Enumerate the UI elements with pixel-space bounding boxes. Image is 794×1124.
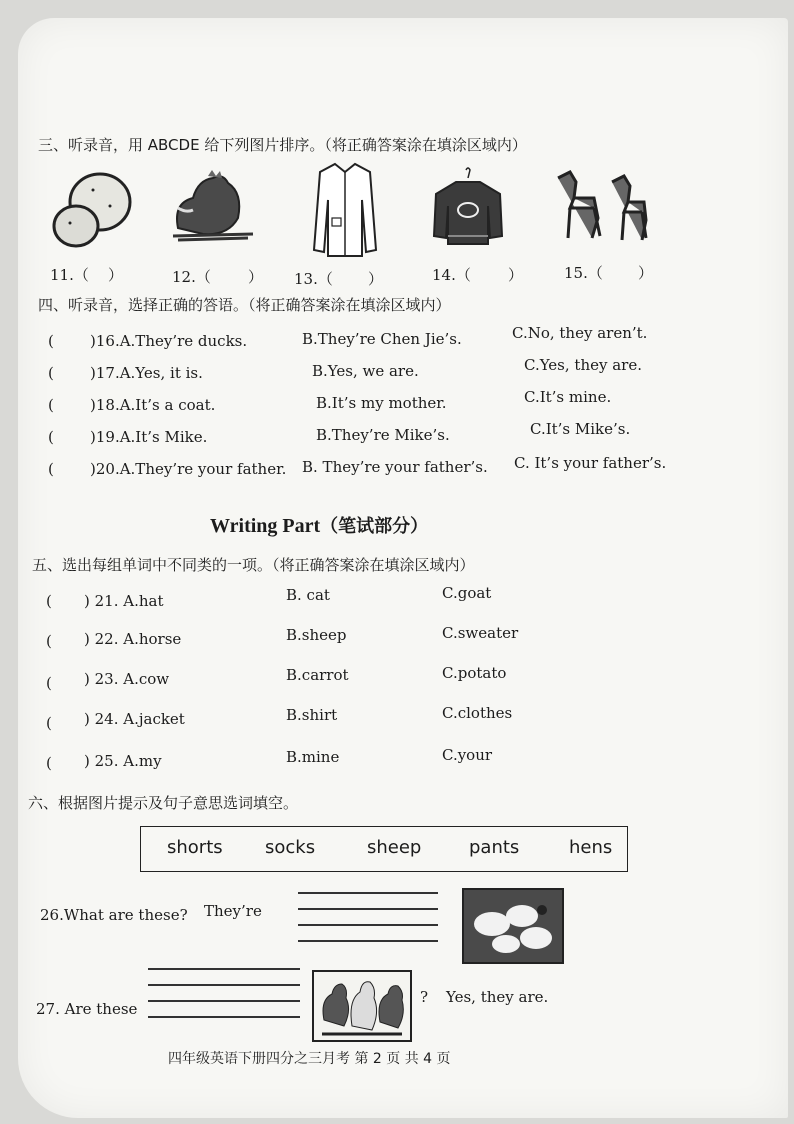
option-a: ) 23. A.cow <box>84 670 170 688</box>
potato-icon <box>48 168 134 250</box>
option-b: B. cat <box>286 586 330 604</box>
q27-answer-line[interactable] <box>148 1000 300 1002</box>
q26-prompt: 26.What are these? <box>40 906 188 924</box>
writing-part-title <box>210 512 428 538</box>
answer-paren[interactable]: ( <box>48 332 54 350</box>
q26-answer-line[interactable] <box>298 892 438 894</box>
section4-heading: 四、听录音，选择正确的答语。（将正确答案涂在填涂区域内） <box>38 296 451 314</box>
section5-heading: 五、选出每组单词中不同类的一项。（将正确答案涂在填涂区域内） <box>32 556 475 574</box>
item-15-close[interactable]: ） <box>638 264 654 282</box>
option-c: C.No, they aren’t. <box>512 324 648 342</box>
item-13-close[interactable]: ） <box>368 270 384 288</box>
answer-paren[interactable]: ( <box>46 592 52 610</box>
word-bank <box>140 826 628 872</box>
q26-answer-line[interactable] <box>298 924 438 926</box>
q27-answer: Yes, they are. <box>446 988 549 1006</box>
hen-icon <box>168 168 258 248</box>
writing-title-en: Writing Part <box>210 515 321 537</box>
section3-heading: 三、听录音，用 ABCDE 给下列图片排序。（将正确答案涂在填涂区域内） <box>38 136 527 154</box>
option-c: C.It’s Mike’s. <box>530 420 631 438</box>
option-c: C.goat <box>442 584 492 602</box>
option-b: B.sheep <box>286 626 347 644</box>
q26-answer-start: They’re <box>204 902 262 920</box>
hens-icon <box>312 970 412 1042</box>
option-c: C.sweater <box>442 624 519 642</box>
answer-paren[interactable]: ( <box>46 632 52 650</box>
q27-answer-line[interactable] <box>148 984 300 986</box>
option-a: ) 21. A.hat <box>84 592 164 610</box>
answer-paren[interactable]: ( <box>48 396 54 414</box>
item-11-close[interactable]: ） <box>108 266 124 284</box>
q26-answer-line[interactable] <box>298 940 438 942</box>
q27-prompt: 27. Are these <box>36 1000 138 1018</box>
option-b: B.Yes, we are. <box>312 362 419 380</box>
option-b: B.They’re Mike’s. <box>316 426 450 444</box>
coat-icon <box>310 160 380 260</box>
q26-answer-line[interactable] <box>298 908 438 910</box>
option-c: C.It’s mine. <box>524 388 612 406</box>
option-c: C.potato <box>442 664 507 682</box>
option-c: C. It’s your father’s. <box>514 454 667 472</box>
option-b: B.mine <box>286 748 340 766</box>
option-b: B. They’re your father’s. <box>302 458 488 476</box>
word-sheep: sheep <box>367 837 422 858</box>
item-12-close[interactable]: ） <box>248 268 264 286</box>
page-footer: 四年级英语下册四分之三月考 第 2 页 共 4 页 <box>168 1051 451 1067</box>
option-a: )17.A.Yes, it is. <box>90 364 203 382</box>
option-a: )18.A.It’s a coat. <box>90 396 216 414</box>
option-c: C.your <box>442 746 493 764</box>
item-14-label: 14.（ <box>432 266 471 284</box>
option-c: C.Yes, they are. <box>524 356 642 374</box>
sheep-icon <box>462 888 564 964</box>
option-b: B.carrot <box>286 666 349 684</box>
sweater-icon <box>430 166 506 250</box>
q27-answer-line[interactable] <box>148 1016 300 1018</box>
answer-paren[interactable]: ( <box>48 364 54 382</box>
option-a: ) 24. A.jacket <box>84 710 185 728</box>
option-b: B.It’s my mother. <box>316 394 447 412</box>
word-hens: hens <box>569 837 613 858</box>
writing-title-cn: （笔试部分） <box>320 516 429 537</box>
horses-icon <box>550 168 650 248</box>
option-a: ) 22. A.horse <box>84 630 182 648</box>
item-15-label: 15.（ <box>564 264 603 282</box>
option-a: ) 25. A.my <box>84 752 162 770</box>
option-b: B.They’re Chen Jie’s. <box>302 330 462 348</box>
word-pants: pants <box>469 837 520 858</box>
item-12-label: 12.（ <box>172 268 211 286</box>
answer-paren[interactable]: ( <box>48 428 54 446</box>
q27-answer-line[interactable] <box>148 968 300 970</box>
item-14-close[interactable]: ） <box>508 266 524 284</box>
q27-question-mark: ? <box>420 988 429 1006</box>
word-socks: socks <box>265 837 316 858</box>
word-shorts: shorts <box>167 837 223 858</box>
answer-paren[interactable]: ( <box>48 460 54 478</box>
section6-heading: 六、根据图片提示及句子意思选词填空。 <box>28 794 299 812</box>
answer-paren[interactable]: ( <box>46 754 52 772</box>
option-b: B.shirt <box>286 706 338 724</box>
item-13-label: 13.（ <box>294 270 333 288</box>
item-11-label: 11.（ <box>50 266 89 284</box>
option-a: )19.A.It’s Mike. <box>90 428 208 446</box>
answer-paren[interactable]: ( <box>46 674 52 692</box>
option-a: )16.A.They’re ducks. <box>90 332 248 350</box>
option-c: C.clothes <box>442 704 513 722</box>
answer-paren[interactable]: ( <box>46 714 52 732</box>
option-a: )20.A.They’re your father. <box>90 460 287 478</box>
exam-page <box>18 18 788 1118</box>
